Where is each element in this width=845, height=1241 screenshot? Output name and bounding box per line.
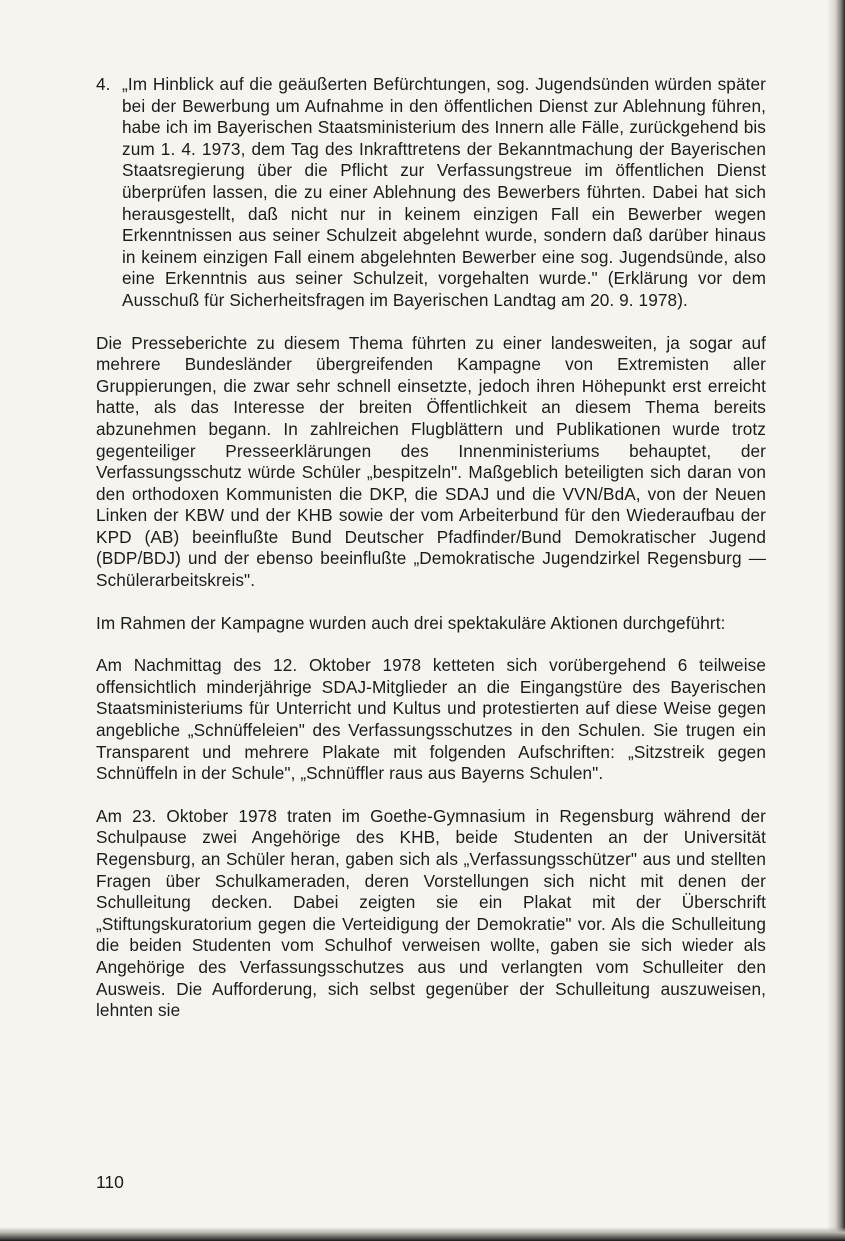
paragraph-campaign: Die Presseberichte zu diesem Thema führten zu einer landesweiten, ja sogar auf mehrere Bundesländer übergreifenden Kampagne von Extremisten aller Gruppierungen, die zwar sehr schnell einsetzte, jedoch ihren Höhepunkt erst erreicht hatte, als das Interesse der breiten Öffentlichkeit an diesem Thema bereits abzunehmen begann. In zahlreichen Flugblättern und Publikationen wurde trotz gegenteiliger Presseerklärungen des Innenministeriums behauptet, der Verfassungsschutz würde Schüler „bespitzeln". Maßgeblich beteiligten sich daran von den orthodoxen Kommunisten die DKP, die SDAJ und die VVN/BdA, von der Neuen Linken der KBW und der KHB sowie der vom Arbeiterbund für den Wiederaufbau der KPD (AB) beeinflußte Bund Deutscher Pfadfinder/Bund Demokratischer Jugend (BDP/BDJ) und der ebenso beeinflußte „Demokratische Jugendzirkel Regensburg — Schülerarbeitskreis". — [96, 332, 766, 591]
document-body — [96, 74, 766, 1043]
quote-paragraph: „Im Hinblick auf die geäußerten Befürchtungen, sog. Jugendsünden würden später bei der Bewerbung um Aufnahme in den öffentlichen Dienst zur Ablehnung führen, habe ich im Bayerischen Staatsministerium des Innern alle Fälle, zurückgehend bis zum 1. 4. 1973, dem Tag des Inkrafttretens der Bekanntmachung der Bayerischen Staatsregierung über die Pflicht zur Verfassungstreue im öffentlichen Dienst überprüfen lassen, die zu einer Ablehnung des Bewerbers führten. Dabei hat sich herausgestellt, daß nicht nur in keinem einzigen Fall ein Bewerber wegen Erkenntnissen aus seiner Schulzeit abgelehnt wurde, sondern daß darüber hinaus in keinem einzigen Fall einem abgelehnten Bewerber eine sog. Jugendsünde, also eine Erkenntnis aus seiner Schulzeit, vorgehalten wurde." (Erklärung vor dem Ausschuß für Sicherheitsfragen im Bayerischen Landtag am 20. 9. 1978). — [122, 74, 766, 310]
numbered-quote-item — [96, 74, 766, 312]
paragraph-actions-intro: Im Rahmen der Kampagne wurden auch drei spektakuläre Aktionen durchgeführt: — [96, 612, 726, 633]
item-number: 4. — [96, 74, 111, 94]
paragraph-action-october-12: Am Nachmittag des 12. Oktober 1978 ketteten sich vorübergehend 6 teilweise offensichtlich minderjährige SDAJ-Mitglieder an die Eingangstüre des Bayerischen Staatsministeriums für Unterricht und Kultus und protestierten auf diese Weise gegen angebliche „Schnüffeleien" des Verfassungsschutzes in den Schulen. Sie trugen ein Transparent und mehrere Plakate mit folgenden Aufschriften: „Sitzstreik gegen Schnüffeln in der Schule", „Schnüffler raus aus Bayerns Schulen". — [96, 655, 766, 784]
page-bottom-edge — [0, 1227, 845, 1241]
book-gutter-edge — [827, 0, 845, 1241]
paragraph-action-october-23: Am 23. Oktober 1978 traten im Goethe-Gymnasium in Regensburg während der Schulpause zwei Angehörige des KHB, beide Studenten an der Universität Regensburg, an Schüler heran, gaben sich als „Verfassungsschützer" aus und stellten Fragen über Schulkameraden, deren Vorstellungen sich nicht mit denen der Schulleitung decken. Dabei zeigten sie ein Plakat mit der Überschrift „Stiftungskuratorium gegen die Verteidigung der Demokratie" vor. Als die Schulleitung die beiden Studenten vom Schulhof verweisen wollte, gaben sie sich wieder als Angehörige des Verfassungsschutzes aus und verlangten vom Schulleiter den Ausweis. Die Aufforderung, sich selbst gegenüber der Schulleitung auszuweisen, lehnten sie — [96, 805, 766, 1021]
page-number: 110 — [96, 1172, 124, 1192]
